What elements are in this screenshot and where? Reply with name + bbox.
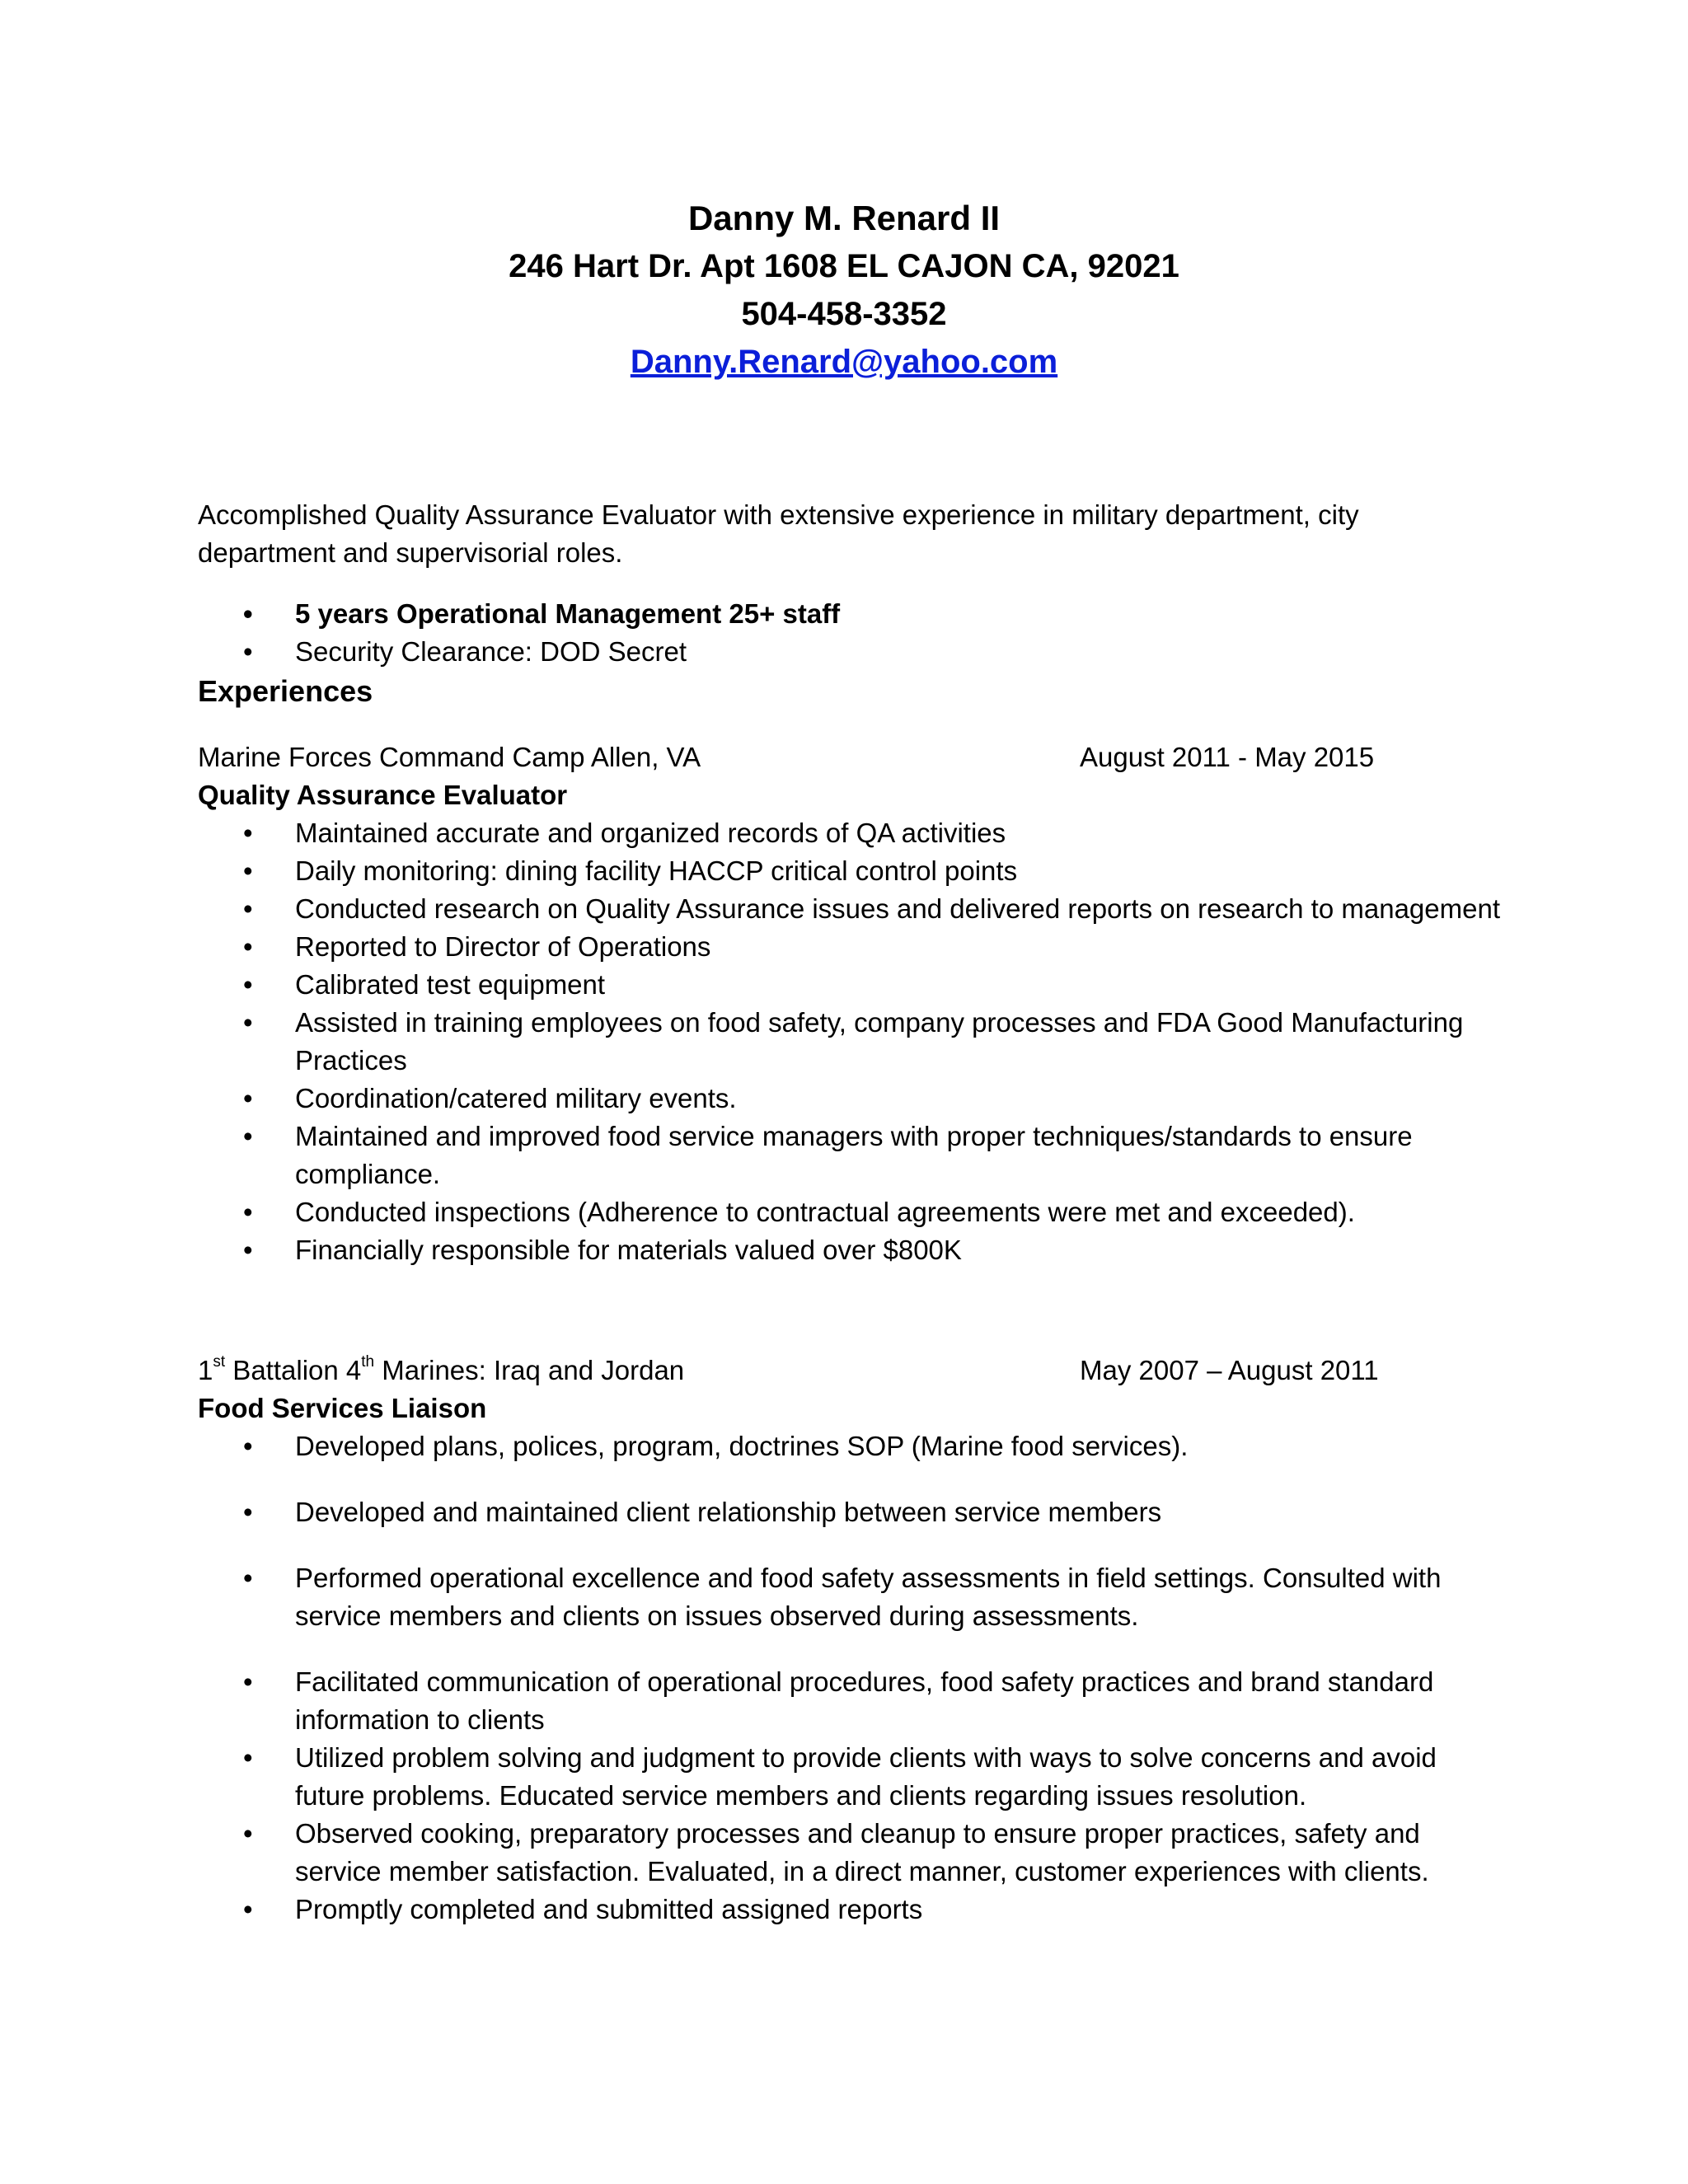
job-organization: Marine Forces Command Camp Allen, VA — [198, 742, 701, 772]
job-title: Food Services Liaison — [198, 1393, 487, 1423]
phone-number: 504-458-3352 — [741, 296, 947, 332]
address: 246 Hart Dr. Apt 1608 EL CAJON CA, 92021 — [509, 248, 1179, 284]
list-item: • Observed cooking, preparatory processes and cleanup to ensure proper practices, safety and service member satisfaction. Evaluated, in a direct manner, customer experiences with clients. — [198, 1815, 1500, 1891]
job-duties-list — [198, 814, 1500, 1269]
list-item: • Promptly completed and submitted assigned reports — [198, 1891, 1500, 1929]
list-item: • Calibrated test equipment — [198, 966, 1500, 1004]
section-heading-experiences: Experiences — [198, 674, 373, 708]
ordinal-suffix: st — [213, 1353, 226, 1371]
list-item: • Conducted research on Quality Assurance issues and delivered reports on research to management — [198, 890, 1500, 928]
ordinal-suffix: th — [361, 1353, 375, 1371]
org-text: Marines: Iraq and Jordan — [374, 1355, 685, 1385]
list-item: • Security Clearance: DOD Secret — [198, 633, 1500, 671]
list-item: • Performed operational excellence and food safety assessments in field settings. Consulted with service members and clients on issues observed during assessments. — [198, 1559, 1500, 1635]
email-link[interactable]: Danny.Renard@yahoo.com — [630, 344, 1058, 380]
list-item: • Assisted in training employees on food safety, company processes and FDA Good Manufacturing Practices — [198, 1004, 1500, 1080]
highlights-list — [198, 595, 1500, 671]
job-dates: August 2011 - May 2015 — [1080, 742, 1375, 772]
list-item: • Developed and maintained client relationship between service members — [198, 1493, 1500, 1531]
list-item: • Financially responsible for materials valued over $800K — [198, 1231, 1500, 1269]
list-item: • Daily monitoring: dining facility HACCP critical control points — [198, 852, 1500, 890]
org-text: Battalion 4 — [225, 1355, 362, 1385]
job-title: Quality Assurance Evaluator — [198, 780, 568, 810]
list-item: • Conducted inspections (Adherence to contractual agreements were met and exceeded). — [198, 1193, 1500, 1231]
org-text: 1 — [198, 1355, 213, 1385]
summary-paragraph: Accomplished Quality Assurance Evaluator with extensive experience in military department, city department and supervisorial roles. — [198, 499, 1359, 568]
job-organization — [198, 1355, 684, 1385]
candidate-name: Danny M. Renard II — [687, 199, 1001, 237]
list-item: • Utilized problem solving and judgment to provide clients with ways to solve concerns and avoid future problems. Educated service members and clients regarding issues resolution. — [198, 1739, 1500, 1815]
list-item: • Coordination/catered military events. — [198, 1080, 1500, 1118]
list-item: • Facilitated communication of operational procedures, food safety practices and brand standard information to clients — [198, 1663, 1500, 1739]
job-duties-list — [198, 1427, 1500, 1929]
list-item: • Developed plans, polices, program, doctrines SOP (Marine food services). — [198, 1427, 1500, 1465]
job-header — [198, 738, 1434, 776]
list-item: • Reported to Director of Operations — [198, 928, 1500, 966]
job-header — [198, 1352, 1434, 1390]
list-item: • Maintained accurate and organized records of QA activities — [198, 814, 1500, 852]
list-item: • 5 years Operational Management 25+ staff — [198, 595, 1500, 633]
job-dates: May 2007 – August 2011 — [1080, 1355, 1379, 1385]
contact-header — [0, 194, 1688, 386]
list-item: • Maintained and improved food service managers with proper techniques/standards to ensure compliance. — [198, 1118, 1500, 1193]
